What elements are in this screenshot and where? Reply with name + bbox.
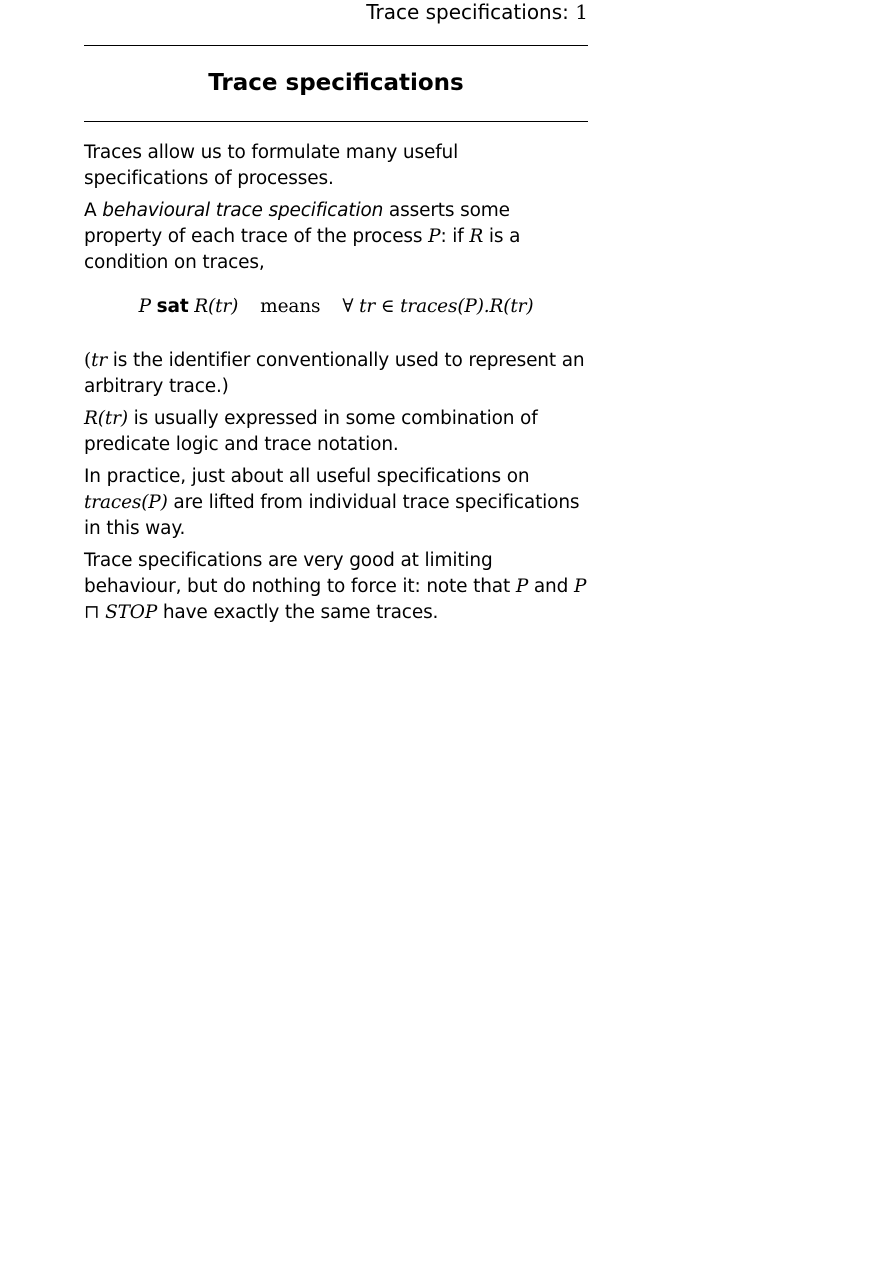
formula-arg: (P).R(tr) (457, 296, 534, 317)
p4-rest: is usually expressed in some combination of predicate logic and trace notation. (84, 408, 538, 455)
p3-rest: is the identifier conventionally used to represent an arbitrary trace.) (84, 350, 585, 397)
p3-math-tr: tr (91, 350, 108, 371)
formula-forall: ∀ (342, 296, 354, 317)
paragraph-4 (84, 406, 588, 458)
p2-math-r: R (469, 226, 484, 247)
formula-lhs-var: P (138, 296, 151, 317)
p6-text-3: have exactly the same traces. (157, 602, 439, 623)
formula-in: ∈ (380, 296, 395, 317)
formula-rhs: R(tr) (194, 296, 239, 317)
p6-math-p1: P (515, 576, 529, 597)
p5-math-traces: traces (84, 492, 142, 513)
paragraph-2 (84, 198, 588, 276)
paragraph-1: Traces allow us to formulate many useful specifications of processes. (84, 142, 459, 189)
p2-text-3: : if (440, 226, 470, 247)
formula-tr: tr (359, 296, 376, 317)
p4-math: R(tr) (84, 408, 128, 429)
p2-text-1: A (84, 200, 103, 221)
p6-math-p2: P (573, 576, 587, 597)
formula-sat: sat (156, 296, 189, 317)
bottom-rule (84, 121, 588, 122)
p5-text-2: are lifted from individual trace specifications in this way. (84, 492, 580, 539)
formula-means: means (260, 296, 321, 317)
page-title: Trace specifications (208, 70, 464, 96)
p2-text-4: is a condition on traces, (84, 226, 521, 273)
p6-text-1: Trace specifications are very good at limiting behaviour, but do nothing to force it: note that (84, 550, 516, 597)
p2-emphasis: behavioural trace specification (102, 200, 384, 221)
body-text (84, 140, 588, 632)
p5-text-1: In practice, just about all useful specifications on (84, 466, 530, 487)
paragraph-3 (84, 348, 588, 400)
page-number: 1 (575, 0, 588, 24)
running-head-title: Trace specifications: (366, 0, 569, 24)
paragraph-5 (84, 464, 588, 542)
p6-math-stop: STOP (105, 602, 158, 623)
p3-open: ( (84, 350, 92, 371)
paragraph-6 (84, 548, 588, 626)
p6-text-2: and (528, 576, 574, 597)
running-head (366, 0, 588, 24)
p2-math-p: P (428, 226, 441, 247)
p6-op: ⊓ (84, 602, 106, 623)
p2-text-2: asserts some property of each trace of the process (84, 200, 510, 247)
p5-math-arg: (P) (141, 492, 168, 513)
top-rule (84, 45, 588, 46)
formula-traces: traces (400, 296, 458, 317)
display-formula (84, 294, 588, 320)
